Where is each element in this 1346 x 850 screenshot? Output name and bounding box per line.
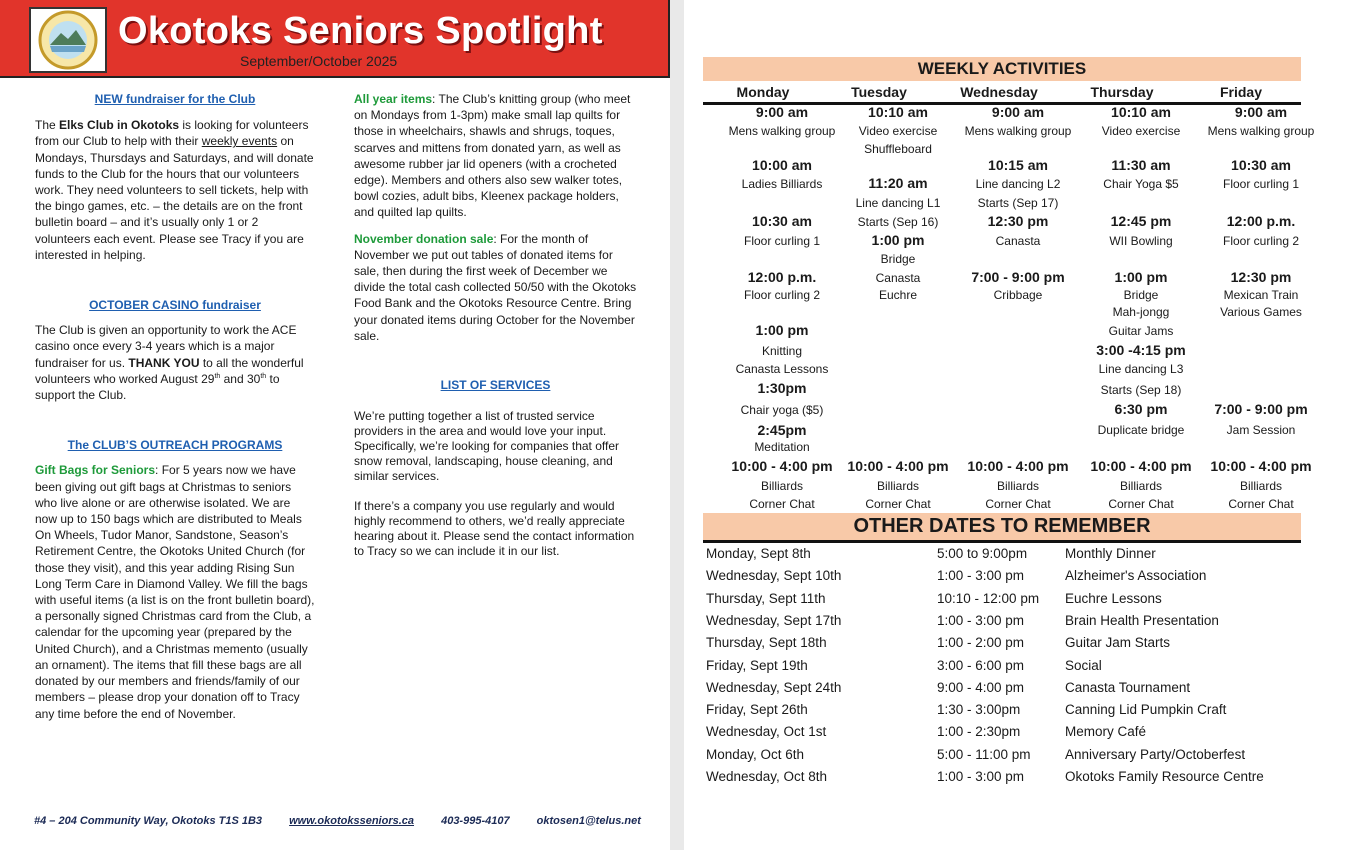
phone-number: 403-995-4107: [441, 815, 510, 827]
services-text-2: If there’s a company you use regularly and would highly recommend to others, we’d really appreciate hearing about it. Please send the contact information to Tracy so we can include it in our list.: [354, 499, 635, 559]
activity-name: Mens walking group: [1207, 124, 1315, 138]
activity-name: Billiards: [996, 479, 1039, 493]
activity-name: Corner Chat: [749, 497, 815, 511]
day-header: Monday: [736, 84, 790, 100]
fundraiser-mid: is looking for volunteers from our Club to help with their: [35, 118, 309, 149]
services-heading: LIST OF SERVICES: [440, 378, 551, 393]
activity-name: Ladies Billiards: [741, 177, 823, 191]
fundraiser-rest: on Mondays, Thursdays and Saturdays, and will donate funds to the Club for the hours that our volunteers work. They need volunteers to sell tickets, help with the bingo games, etc. – the details are on the front bulletin board – and it’s usually only 1 or 2 volunteers each event. Please see Tracy if you are interested in helping.: [35, 134, 314, 262]
activity-name: Video exercise: [858, 124, 938, 138]
footer-contact: [34, 815, 665, 827]
all-year-body: : The Club’s knitting group (who meet on Mondays from 1-3pm) make small lap quilts for those in wheelchairs, shawls and shrugs, toques, scarves and mittens from donated yarn, as well as awesome rubber jar lid openers (with a crocheted edge). Members and others also sew walker totes, bowl cozies, adult bibs, Kleenex package holders, and quilted lap quilts.: [354, 92, 631, 220]
casino-text-d: to support the Club.: [35, 371, 280, 403]
gift-bags-text: : For 5 years now we have been giving out gift bags at Christmas to seniors who live alone or are otherwise isolated. We are now up to 150 bags which are distributed to Meals On Wheels, Tudor Manor, Sandstone, Season’s Retirement Centre, the Okotoks United Church (for those they visit), and this year adding Rising Sun Long Term Care in Diamond Valley. We fill the bags with useful items (a list is on the front bulletin board), a personally signed Christmas card from the Club, a calendar for the upcoming year (prepared by the United Church), and a Christmas memento (usually an ornament). The items that fill these bags are all donated by our members and friends/family of our members – please drop your donation off to Tracy any time before the end of November.: [35, 463, 315, 721]
activity-time: 9:00 am: [1234, 104, 1288, 120]
event-date: Wednesday, Sept 17th: [706, 612, 842, 628]
activity-name: Bridge: [880, 252, 916, 266]
activity-name: Floor curling 1: [1222, 177, 1300, 191]
weekly-activities-heading: WEEKLY ACTIVITIES: [703, 57, 1301, 81]
activity-time: 2:45pm: [757, 422, 807, 438]
donation-sale-lead: November donation sale: [354, 231, 494, 246]
other-dates-heading: OTHER DATES TO REMEMBER: [703, 513, 1301, 543]
activity-time: 10:00 - 4:00 pm: [847, 458, 949, 474]
activity-name: Corner Chat: [865, 497, 931, 511]
event-name: Okotoks Family Resource Centre: [1065, 769, 1264, 784]
activity-name: Billiards: [1239, 479, 1282, 493]
event-date: Friday, Sept 26th: [706, 702, 808, 718]
activity-name: Floor curling 1: [743, 234, 821, 248]
event-name: Guitar Jam Starts: [1065, 635, 1171, 651]
date-row: [706, 658, 1296, 678]
activity-time: 10:30 am: [1231, 157, 1291, 173]
activity-name: Bridge: [1123, 288, 1159, 302]
activity-name: Video exercise: [1101, 124, 1181, 138]
activity-name: Canasta: [875, 271, 921, 285]
activity-name: Cribbage: [993, 288, 1043, 302]
activity-name: Mens walking group: [728, 124, 836, 138]
date-row: [706, 769, 1296, 789]
activity-name: Corner Chat: [1108, 497, 1174, 511]
left-page: [0, 0, 670, 850]
activity-time: 12:00 p.m.: [747, 269, 817, 285]
activity-name: Shuffleboard: [864, 142, 932, 156]
activity-name: Chair Yoga $5: [1103, 177, 1179, 191]
event-time: 5:00 to 9:00pm: [937, 546, 1028, 561]
event-date: Wednesday, Sept 10th: [706, 568, 842, 584]
activity-name: Corner Chat: [1228, 497, 1294, 511]
activity-name: Line dancing L3: [1098, 362, 1184, 376]
date-row: [706, 568, 1296, 588]
activity-time: 10:00 - 4:00 pm: [1090, 458, 1192, 474]
issue-date: September/October 2025: [240, 53, 398, 69]
date-row: [706, 613, 1296, 633]
activity-name: Billiards: [1119, 479, 1162, 493]
day-header: Wednesday: [960, 84, 1038, 100]
casino-text-a: The Club is given an opportunity to work the ACE casino once every 3-4 years which is a major fundraiser for us.: [35, 323, 297, 370]
activity-name: Billiards: [760, 479, 803, 493]
outreach-text: [35, 462, 315, 721]
date-row: [706, 724, 1296, 744]
day-header: Thursday: [1090, 84, 1154, 100]
event-time: 9:00 - 4:00 pm: [937, 679, 1025, 695]
activity-time: 9:00 am: [755, 104, 809, 120]
event-name: Canasta Tournament: [1065, 679, 1191, 695]
event-time: 1:00 - 2:30pm: [937, 724, 1021, 740]
activity-time: 12:30 pm: [987, 213, 1049, 229]
activity-name: Starts (Sep 16): [857, 215, 939, 229]
activity-name: Mah-jongg: [1112, 305, 1170, 319]
newsletter-title: Okotoks Seniors Spotlight: [118, 10, 603, 52]
event-time: 1:00 - 3:00 pm: [937, 769, 1025, 784]
donation-sale-text: [354, 231, 637, 344]
event-time: 1:00 - 3:00 pm: [937, 568, 1025, 584]
elks-club-name: Elks Club in Okotoks: [59, 118, 180, 133]
thank-you-text: THANK YOU: [128, 355, 200, 370]
activity-name: Line dancing L2: [975, 177, 1061, 191]
donation-sale-body: : For the month of November we put out tables of donated items for sale, then during the first week of December we divide the total cash collected 50/50 with the Okotoks Food Bank and the Okotoks Resource Centre. Bring your donated items during October for the November sale.: [354, 231, 637, 343]
activity-name: Guitar Jams: [1108, 324, 1174, 338]
masthead-banner: [0, 0, 670, 78]
activity-time: 10:00 - 4:00 pm: [731, 458, 833, 474]
activity-time: 10:00 - 4:00 pm: [1210, 458, 1312, 474]
activity-name: Mexican Train: [1223, 288, 1299, 302]
event-name: Anniversary Party/Octoberfest: [1065, 746, 1246, 762]
event-time: 3:00 - 6:00 pm: [937, 657, 1025, 673]
ordinal-sup: th: [214, 372, 221, 380]
activity-name: Floor curling 2: [1222, 234, 1300, 248]
day-header: Tuesday: [851, 84, 907, 100]
casino-text: [35, 322, 315, 403]
activity-name: Jam Session: [1226, 423, 1296, 437]
activity-name: Starts (Sep 18): [1100, 383, 1182, 397]
activity-time: 11:20 am: [868, 175, 928, 191]
activity-name: Meditation: [754, 440, 810, 454]
date-row: [706, 702, 1296, 722]
event-name: Memory Café: [1065, 724, 1147, 740]
outreach-heading: The CLUB’S OUTREACH PROGRAMS: [67, 438, 283, 453]
activity-time: 1:00 pm: [871, 232, 925, 248]
activity-time: 7:00 - 9:00 pm: [971, 269, 1065, 285]
fundraiser-heading: NEW fundraiser for the Club: [94, 92, 256, 106]
date-row: [706, 546, 1296, 566]
activity-time: 6:30 pm: [1114, 401, 1168, 417]
activity-name: WII Bowling: [1109, 234, 1173, 248]
activity-time: 12:30 pm: [1230, 269, 1292, 285]
email-address[interactable]: oktosen1@telus.net: [536, 815, 641, 827]
weekday-header-row: [703, 82, 1301, 105]
event-date: Monday, Oct 6th: [706, 746, 805, 762]
casino-text-c: and 30: [220, 371, 261, 386]
activity-time: 10:10 am: [1111, 104, 1171, 120]
event-time: 1:00 - 2:00 pm: [937, 635, 1025, 651]
page-gutter: [670, 0, 684, 850]
activity-time: 7:00 - 9:00 pm: [1214, 401, 1308, 417]
event-date: Wednesday, Oct 1st: [706, 724, 827, 740]
weekly-events-text: weekly events: [201, 134, 278, 149]
activity-time: 10:00 am: [752, 157, 812, 173]
event-name: Canning Lid Pumpkin Craft: [1065, 702, 1227, 718]
activity-time: 10:10 am: [868, 104, 928, 120]
activity-time: 3:00 -4:15 pm: [1096, 342, 1186, 358]
date-row: [706, 747, 1296, 767]
event-time: 1:30 - 3:00pm: [937, 702, 1021, 718]
activity-name: Knitting: [761, 344, 803, 358]
left-column: [35, 91, 315, 722]
all-year-lead: All year items: [354, 92, 433, 106]
activity-name: Line dancing L1: [855, 196, 941, 210]
activity-name: Duplicate bridge: [1097, 423, 1185, 437]
gift-bags-lead: Gift Bags for Seniors: [35, 463, 156, 478]
casino-heading: OCTOBER CASINO fundraiser: [89, 298, 261, 313]
right-page: [684, 0, 1346, 850]
event-time: 10:10 - 12:00 pm: [937, 590, 1040, 606]
activity-name: Starts (Sep 17): [977, 196, 1059, 210]
event-date: Wednesday, Oct 8th: [706, 769, 828, 784]
activity-name: Euchre: [878, 288, 918, 302]
activity-name: Canasta Lessons: [735, 362, 829, 376]
activity-time: 9:00 am: [991, 104, 1045, 120]
event-name: Social: [1065, 657, 1102, 673]
ordinal-sup: th: [260, 372, 267, 380]
club-address: #4 – 204 Community Way, Okotoks T1S 1B3: [34, 815, 263, 827]
event-date: Friday, Sept 19th: [706, 657, 808, 673]
event-date: Monday, Sept 8th: [706, 546, 811, 561]
fundraiser-intro: The: [35, 118, 60, 133]
event-date: Wednesday, Sept 24th: [706, 679, 842, 695]
activity-time: 10:30 am: [752, 213, 812, 229]
event-name: Monthly Dinner: [1065, 546, 1156, 561]
activity-name: Corner Chat: [985, 497, 1051, 511]
event-date: Thursday, Sept 11th: [706, 590, 826, 606]
date-row: [706, 680, 1296, 700]
activity-time: 10:15 am: [988, 157, 1048, 173]
date-row: [706, 635, 1296, 655]
activity-name: Mens walking group: [964, 124, 1072, 138]
fundraiser-text: [35, 117, 315, 263]
activity-time: 1:30pm: [757, 380, 807, 396]
activity-time: 12:45 pm: [1110, 213, 1172, 229]
event-name: Euchre Lessons: [1065, 590, 1162, 606]
club-logo: [29, 7, 107, 73]
all-year-text: [354, 91, 637, 221]
event-time: 5:00 - 11:00 pm: [937, 746, 1031, 762]
event-date: Thursday, Sept 18th: [706, 635, 827, 651]
activity-time: 10:00 - 4:00 pm: [967, 458, 1069, 474]
activity-name: Billiards: [876, 479, 919, 493]
activity-time: 1:00 pm: [1114, 269, 1168, 285]
activity-name: Chair yoga ($5): [740, 403, 824, 417]
event-name: Alzheimer's Association: [1065, 568, 1207, 584]
activity-name: Canasta: [995, 234, 1041, 248]
event-time: 1:00 - 3:00 pm: [937, 612, 1025, 628]
date-row: [706, 591, 1296, 611]
activity-time: 12:00 p.m.: [1226, 213, 1296, 229]
activity-time: 11:30 am: [1111, 157, 1171, 173]
right-column: [354, 91, 637, 559]
website-link[interactable]: www.okotoksseniors.ca: [289, 815, 415, 827]
activity-name: Floor curling 2: [743, 288, 821, 302]
services-text-1: We’re putting together a list of trusted service providers in the area and would love your input. Specifically, we’re looking for companies that offer snow removal, landscaping, house cleaning, and similar services.: [354, 409, 620, 484]
event-name: Brain Health Presentation: [1065, 612, 1219, 628]
activity-name: Various Games: [1220, 305, 1302, 319]
casino-text-b: to all the wonderful volunteers who worked August 29: [35, 355, 304, 386]
activity-time: 1:00 pm: [755, 322, 809, 338]
day-header: Friday: [1219, 84, 1262, 100]
